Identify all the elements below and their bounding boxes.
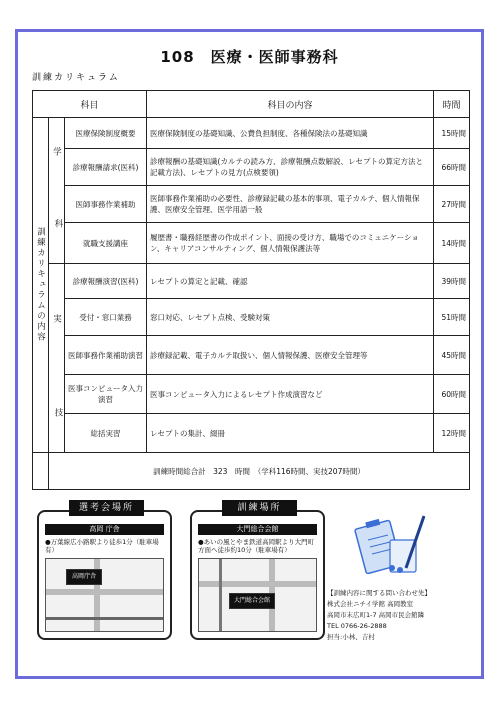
contact-address: 高岡市末広町1-7 高岡市民会館隣 [327, 611, 425, 619]
hours-cell: 12時間 [434, 414, 470, 453]
content-cell: 医療保険制度の基礎知識、公費負担制度、各種保険法の基礎知識 [147, 118, 434, 149]
content-cell: レセプトの集計、綴冊 [147, 414, 434, 453]
training-map-area [198, 558, 317, 632]
exam-venue-map [37, 503, 172, 640]
table-row [33, 299, 470, 336]
content-cell: 医師事務作業補助の必要性、診療録記載の基本的事項、電子カルテ、個人情報保護、医療安全管理、医学用語一般 [147, 186, 434, 223]
content-cell: 診療報酬の基礎知識(カルテの読み方、診療報酬点数解説、レセプトの算定方法と記載方法)、レセプトの見方(点検要領) [147, 149, 434, 186]
contact-person: 担当:小林、吉村 [327, 633, 375, 641]
exam-venue-label: 選考会場所 [69, 500, 144, 516]
clipboard-pen-icon [350, 510, 440, 580]
training-venue-head: 大門総合会館 [198, 524, 317, 535]
total-hours: 訓練時間総合計 323 時間 （学科116時間、実技207時間） [49, 453, 470, 490]
contact-tel: TEL 0766-26-2888 [327, 622, 387, 630]
subject-cell: 医師事務作業補助演習 [65, 336, 147, 375]
table-row [33, 186, 470, 223]
training-venue-note: ●あいの風とやま鉄道高岡駅より大門町方面へ徒歩約10分（駐車場有） [198, 538, 315, 554]
section-practice-1: 実 [49, 264, 65, 375]
content-cell: 履歴書・職務経歴書の作成ポイント、面接の受け方、職場でのコミュニケーション、キャリアコンサルティング、個人情報保護法等 [147, 223, 434, 264]
table-header-row [33, 91, 470, 118]
page-title: 108 医療・医師事務科 [160, 48, 339, 66]
table-row [33, 223, 470, 264]
content-cell: 窓口対応、レセプト点検、受験対策 [147, 299, 434, 336]
exam-map-area [45, 558, 164, 632]
curriculum-table [32, 90, 470, 490]
table-row [33, 375, 470, 414]
total-row [33, 453, 470, 490]
subject-cell: 就職支援講座 [65, 223, 147, 264]
subject-cell: 診療報酬演習(医科) [65, 264, 147, 299]
hours-cell: 39時間 [434, 264, 470, 299]
section-practice-2: 技 [49, 375, 65, 453]
section-theory-2: 科 [49, 186, 65, 264]
col-subject: 科目 [33, 91, 147, 118]
subject-cell: 医療保険制度概要 [65, 118, 147, 149]
hours-cell: 66時間 [434, 149, 470, 186]
subject-cell: 総括実習 [65, 414, 147, 453]
contact-org: 株式会社ニチイ学館 高岡教室 [327, 600, 414, 608]
subject-cell: 診療報酬請求(医科) [65, 149, 147, 186]
content-cell: 医事コンピュータ入力によるレセプト作成演習など [147, 375, 434, 414]
hours-cell: 60時間 [434, 375, 470, 414]
exam-venue-head: 高岡 庁舎 [45, 524, 164, 535]
hours-cell: 15時間 [434, 118, 470, 149]
training-venue-map [190, 503, 325, 640]
section-theory-1: 学 [49, 118, 65, 186]
col-hours: 時間 [434, 91, 470, 118]
content-cell: 診療録記載、電子カルテ取扱い、個人情報保護、医療安全管理等 [147, 336, 434, 375]
vertical-section-label: 訓練カリキュラムの内容 [33, 118, 49, 453]
hours-cell: 14時間 [434, 223, 470, 264]
subject-cell: 医師事務作業補助 [65, 186, 147, 223]
page-subtitle: 訓練カリキュラム [32, 73, 120, 83]
table-row [33, 149, 470, 186]
hours-cell: 27時間 [434, 186, 470, 223]
training-building-marker: 大門総合会館 [229, 593, 275, 609]
content-cell: レセプトの算定と記載、確認 [147, 264, 434, 299]
exam-venue-note: ●万葉線広小路駅より徒歩1分（駐車場有） [45, 538, 159, 554]
subject-cell: 医事コンピュータ入力演習 [65, 375, 147, 414]
subject-cell: 受付・窓口業務 [65, 299, 147, 336]
contact-info [327, 588, 462, 643]
table-row [33, 264, 470, 299]
hours-cell: 45時間 [434, 336, 470, 375]
table-row [33, 118, 470, 149]
contact-heading: 【訓練内容に関する問い合わせ先】 [327, 589, 431, 597]
hours-cell: 51時間 [434, 299, 470, 336]
training-venue-label: 訓練場所 [222, 500, 297, 516]
table-row [33, 336, 470, 375]
col-content: 科目の内容 [147, 91, 434, 118]
exam-building-marker: 高岡庁舎 [66, 569, 102, 585]
table-row [33, 414, 470, 453]
